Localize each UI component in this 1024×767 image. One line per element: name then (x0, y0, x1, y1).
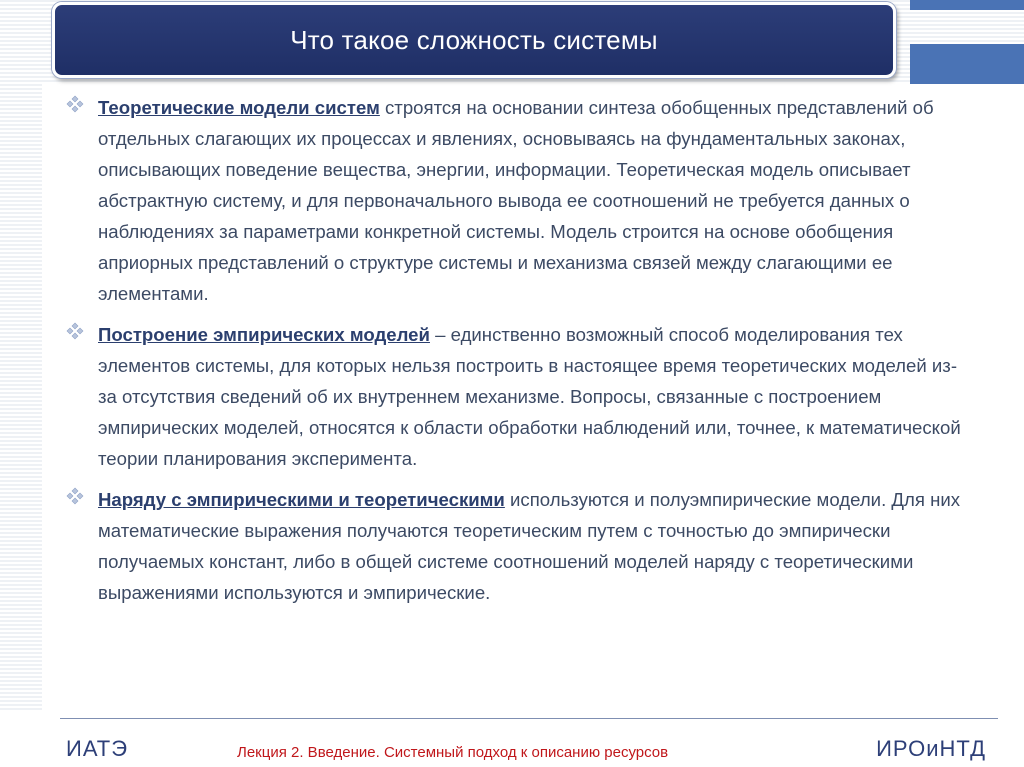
paragraph-text: используются и полуэмпирические модели. Для них математические выражения получаются теоретическим путем с точностью до эмпирически получаемых констант, либо в общей системе соотношений моделей наряду с теоретическими выражениями используются и эмпирические. (98, 489, 961, 603)
slide-title: Что такое сложность системы (290, 24, 658, 55)
footer-divider (60, 718, 998, 719)
footer-org-left: ИАТЭ (66, 736, 129, 761)
list-item (62, 319, 962, 474)
term: Построение эмпирических моделей (98, 324, 430, 345)
term: Наряду с эмпирическими и теоретическими (98, 489, 505, 510)
list-item (62, 484, 962, 608)
footer-lecture-title: Лекция 2. Введение. Системный подход к описанию ресурсов (237, 744, 669, 761)
diamond-bullet-icon (66, 322, 84, 340)
term: Теоретические модели систем (98, 97, 380, 118)
footer-org-right: ИРОиНТД (876, 736, 986, 761)
paragraph (98, 92, 962, 309)
list-item (62, 92, 962, 309)
title-banner (52, 2, 896, 78)
diamond-bullet-icon (66, 95, 84, 113)
accent-bar-top (910, 0, 1024, 10)
accent-bar-bottom (910, 44, 1024, 84)
paragraph-text: строятся на основании синтеза обобщенных представлений об отдельных слагающих их процессах и явлениях, основываясь на фундаментальных законах, описывающих поведение вещества, энергии, информации. Теоретическая модель описывает абстрактную систему, и для первоначального вывода ее соотношений не требуется данных о наблюдениях за параметрами конкретной системы. Модель строится на основе обобщения априорных представлений о структуре системы и механизма связей между слагающими ее элементами. (98, 97, 934, 304)
paragraph-text: – единственно возможный способ моделирования тех элементов системы, для которых нельзя построить в настоящее время теоретических моделей из-за отсутствия сведений об их внутреннем механизме. Вопросы, связанные с построением эмпирических моделей, относятся к области обработки наблюдений или, точнее, к математической теории планирования эксперимента. (98, 324, 961, 469)
left-stripes (0, 84, 42, 712)
diamond-bullet-icon (66, 487, 84, 505)
paragraph (98, 484, 962, 608)
paragraph (98, 319, 962, 474)
slide-body (62, 92, 962, 618)
